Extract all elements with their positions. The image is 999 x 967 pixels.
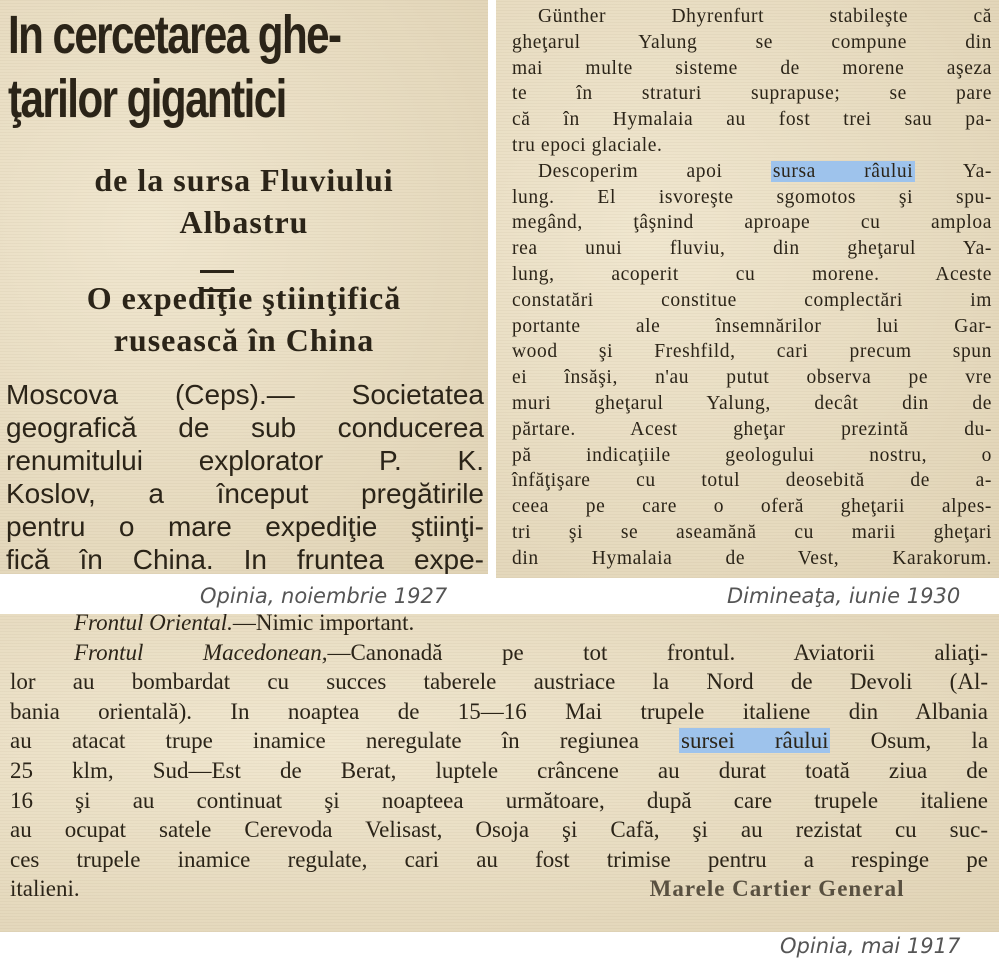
- text-line: mai multe sisteme de morene aşeza: [512, 57, 992, 79]
- body-line: renumitului explorator P. K.: [6, 445, 484, 476]
- text-line: bania orientală). In noaptea de 15—16 Mai trupele italiene din Albania: [10, 698, 988, 724]
- body-line: geografică de sub conducerea: [6, 412, 484, 443]
- text-line: din Hymalaia de Vest, Karakorum.: [512, 547, 992, 569]
- text-line: au ocupat satele Cerevoda Velisast, Osoja şi Cafă, şi au rezistat cu suc-: [10, 817, 988, 843]
- subheadline-line-4: rusească în China: [113, 322, 375, 358]
- text-fragment: au atacat trupe inamice neregulate în regiunea: [10, 728, 639, 754]
- front-name: Frontul Macedonean,: [74, 639, 328, 665]
- text-line: [10, 614, 988, 638]
- headline-line-1: In cercetarea ghe-: [8, 5, 341, 65]
- text-line: ces trupele inamice regulate, cari au fost trimise pentru a respinge pe: [10, 846, 988, 872]
- headline-line-2: ţarilor gigantici: [8, 69, 286, 129]
- body-line: pentru o mare expediţie ştiinţi-: [6, 511, 484, 542]
- caption-opinia-1927: Opinia, noiembrie 1927: [200, 584, 448, 608]
- text-line: rea unui fluviu, din gheţarul Ya-: [512, 238, 992, 260]
- text-line: pă indicaţiile geologului nostru, o: [512, 444, 992, 466]
- text-line: înfăţişare cu totul deosebită de a-: [512, 470, 992, 492]
- text-line: 16 şi au continuat şi noapteea următoare, după care trupele italiene: [10, 787, 988, 813]
- subheadline-line-1: de la sursa Fluviului: [94, 162, 394, 198]
- highlight-sursa-raului: sursa râului: [772, 160, 914, 182]
- text-line: muri gheţarul Yalung, decât din de: [512, 392, 992, 414]
- article-body-1927: [6, 378, 484, 574]
- article-body-1930: [512, 4, 992, 572]
- text-line: [10, 638, 988, 668]
- text-line: că în Hymalaia au fost trei sau pa-: [512, 109, 992, 131]
- body-line: fică în China. In fruntea expe-: [6, 544, 484, 574]
- caption-dimineata-1930: Dimineaţa, iunie 1930: [727, 584, 961, 608]
- text-line: constatări constitue complectări im: [512, 289, 992, 311]
- text-line: 25 klm, Sud—Est de Berat, luptele crâncene au durat toată ziua de: [10, 757, 988, 783]
- subheadline-line-3: O expediţie ştiinţifică: [86, 280, 402, 316]
- clipping-opinia-1917: [0, 614, 999, 932]
- text-fragment: Osum, la: [870, 728, 989, 754]
- text-line: lung, acoperit cu morene. Aceste: [512, 263, 992, 285]
- separator-dashes: [200, 258, 282, 261]
- caption-opinia-1917: Opinia, mai 1917: [780, 934, 961, 958]
- article-body-1917: [10, 614, 988, 904]
- text-line-last: [10, 874, 988, 904]
- highlight-sursei-raului: sursei râului: [681, 728, 829, 754]
- text-line-highlighted: [10, 726, 988, 756]
- subheadline-line-2: Albastru: [179, 204, 309, 240]
- text-line: te în straturi suprapuse; se pare: [512, 83, 992, 105]
- front-name: Frontul Oriental.: [74, 614, 233, 635]
- text-line-highlighted: [512, 159, 992, 185]
- text-line: ceea pe care o oferă gheţarii alpes-: [512, 496, 992, 518]
- text-line: Günther Dhyrenfurt stabileşte că: [538, 6, 992, 27]
- text-line: megând, ţâşnind aproape cu amploa: [512, 212, 992, 234]
- text-fragment: italieni.: [10, 876, 80, 902]
- text-line: lung. El isvoreşte sgomotos şi spu-: [512, 186, 992, 208]
- text-line: tru epoci glaciale.: [512, 134, 663, 156]
- text-line: lor au bombardat cu succes taberele austriace la Nord de Devoli (Al-: [10, 669, 988, 695]
- text-fragment: Descoperim apoi: [538, 160, 723, 182]
- text-fragment: Ya-: [962, 160, 992, 182]
- text-line: gheţarul Yalung se compune din: [512, 31, 992, 53]
- clipping-dimineata-1930: [496, 0, 999, 578]
- text-line: wood şi Freshfild, cari precum spun: [512, 341, 992, 363]
- clipping-opinia-1927: [0, 0, 488, 574]
- text-line: tri şi se aseamănă cu marii gheţari: [512, 521, 992, 543]
- text-fragment: —Nimic important.: [232, 614, 415, 635]
- signature: Marele Cartier General: [649, 876, 905, 902]
- body-line: Koslov, a început pregătirile: [6, 478, 484, 509]
- text-line: părtare. Acest gheţar prezintă du-: [512, 418, 992, 440]
- text-fragment: —Canonadă pe tot frontul. Aviatorii aliaţi-: [327, 639, 988, 665]
- body-line: Moscova (Ceps).— Societatea: [6, 379, 484, 410]
- text-line: portante ale însemnărilor lui Gar-: [512, 315, 992, 337]
- text-line: ei însăşi, n'au putut observa pe vre: [512, 367, 992, 389]
